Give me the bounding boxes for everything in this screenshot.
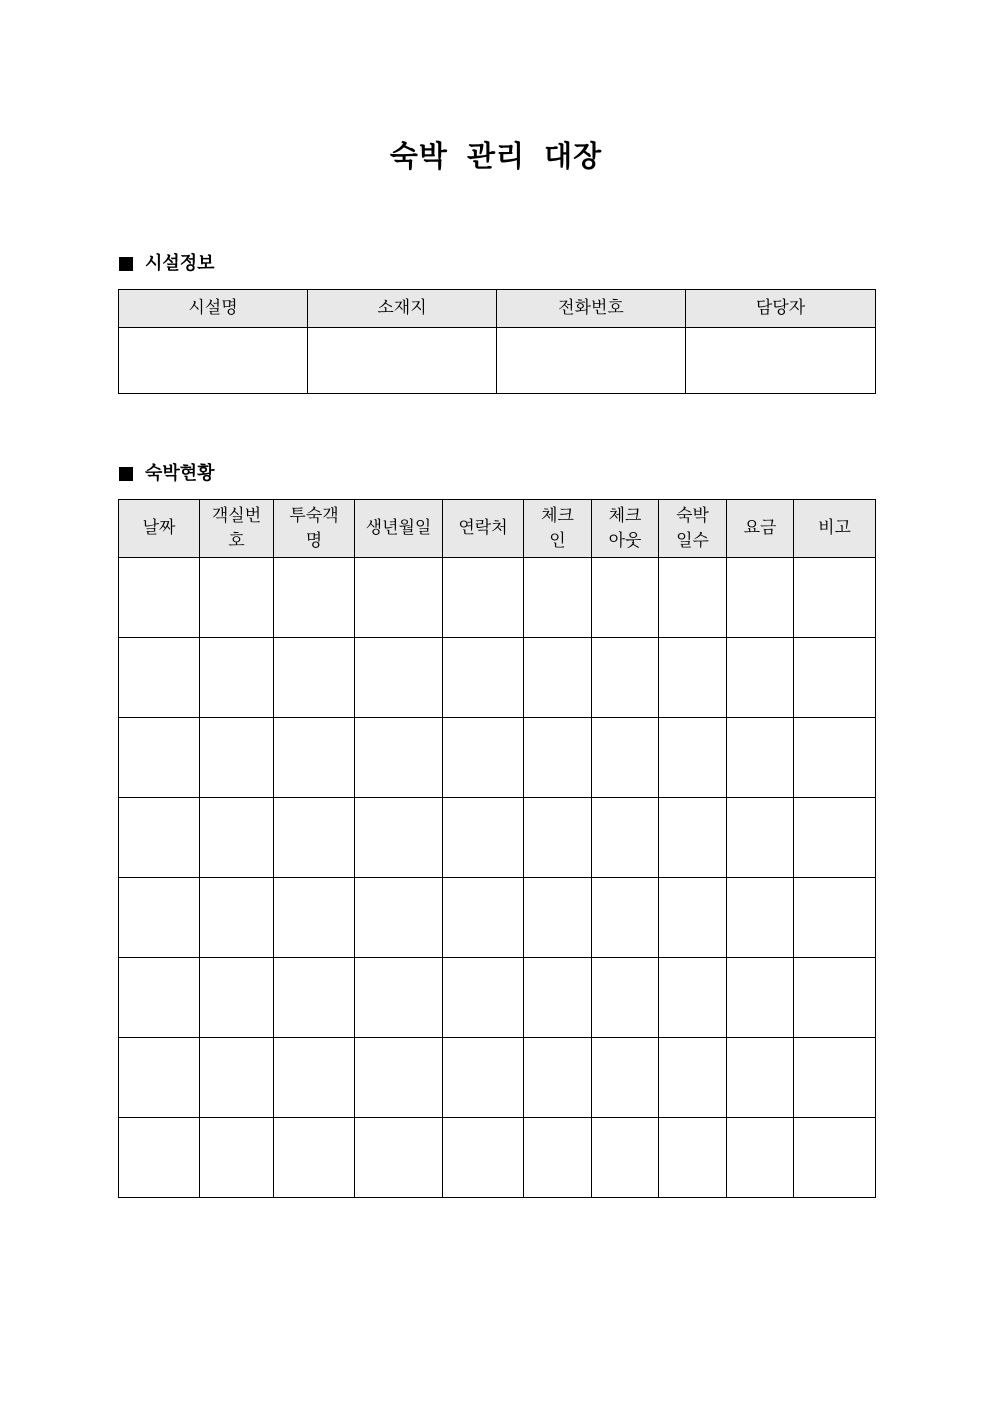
page-title: 숙박 관리 대장 bbox=[389, 139, 603, 173]
facility-header-phone: 전화번호 bbox=[497, 290, 686, 328]
facility-header-name: 시설명 bbox=[119, 290, 308, 328]
stay-cell-remarks[interactable] bbox=[794, 958, 876, 1038]
stay-cell-date[interactable] bbox=[119, 718, 200, 798]
stay-cell-date[interactable] bbox=[119, 558, 200, 638]
stay-header-fee-line: 요금 bbox=[743, 518, 777, 538]
stay-cell-birth-date[interactable] bbox=[355, 1038, 443, 1118]
stay-cell-date[interactable] bbox=[119, 638, 200, 718]
table-row bbox=[119, 798, 876, 878]
stay-cell-birth-date[interactable] bbox=[355, 638, 443, 718]
stay-cell-remarks[interactable] bbox=[794, 878, 876, 958]
table-row bbox=[119, 878, 876, 958]
stay-cell-check-out[interactable] bbox=[592, 878, 659, 958]
stay-cell-check-out[interactable] bbox=[592, 1118, 659, 1198]
stay-cell-date[interactable] bbox=[119, 1038, 200, 1118]
stay-header-birth-date-line: 생년월일 bbox=[365, 518, 432, 538]
square-bullet-icon bbox=[119, 467, 133, 481]
facility-data-row bbox=[119, 328, 876, 394]
table-row bbox=[119, 558, 876, 638]
facility-section-heading bbox=[119, 252, 215, 276]
stay-cell-birth-date[interactable] bbox=[355, 958, 443, 1038]
stay-cell-date[interactable] bbox=[119, 958, 200, 1038]
facility-phone-cell[interactable] bbox=[497, 328, 686, 394]
stay-cell-check-out[interactable] bbox=[592, 1038, 659, 1118]
stay-cell-date[interactable] bbox=[119, 878, 200, 958]
stay-cell-stay-nights[interactable] bbox=[659, 718, 727, 798]
stay-section-title: 숙박현황 bbox=[145, 463, 215, 484]
square-bullet-icon bbox=[119, 257, 133, 271]
stay-cell-room-number[interactable] bbox=[200, 558, 274, 638]
stay-cell-stay-nights[interactable] bbox=[659, 1038, 727, 1118]
stay-cell-contact[interactable] bbox=[443, 878, 524, 958]
stay-header-stay-nights bbox=[659, 500, 727, 558]
facility-header-row bbox=[119, 290, 876, 328]
stay-cell-room-number[interactable] bbox=[200, 958, 274, 1038]
stay-header-row bbox=[119, 500, 876, 558]
stay-cell-stay-nights[interactable] bbox=[659, 1118, 727, 1198]
table-row bbox=[119, 638, 876, 718]
stay-header-guest-name-line: 명 bbox=[305, 530, 323, 551]
stay-cell-remarks[interactable] bbox=[794, 798, 876, 878]
stay-status-table bbox=[118, 499, 876, 1198]
stay-header-stay-nights-line: 일수 bbox=[676, 530, 709, 551]
stay-header-stay-nights-line: 숙박 bbox=[676, 505, 709, 526]
stay-cell-check-out[interactable] bbox=[592, 638, 659, 718]
stay-cell-room-number[interactable] bbox=[200, 878, 274, 958]
stay-cell-birth-date[interactable] bbox=[355, 878, 443, 958]
facility-header-manager: 담당자 bbox=[686, 290, 876, 328]
stay-cell-check-in[interactable] bbox=[524, 878, 592, 958]
stay-cell-birth-date[interactable] bbox=[355, 558, 443, 638]
stay-header-contact-line: 연락처 bbox=[458, 518, 508, 538]
stay-header-guest-name-line: 투숙객 bbox=[289, 505, 339, 526]
stay-header-date-line: 날짜 bbox=[142, 518, 176, 538]
stay-cell-remarks[interactable] bbox=[794, 1038, 876, 1118]
stay-cell-date[interactable] bbox=[119, 798, 200, 878]
stay-cell-birth-date[interactable] bbox=[355, 1118, 443, 1198]
stay-cell-guest-name[interactable] bbox=[274, 1118, 355, 1198]
stay-header-room-number bbox=[200, 500, 274, 558]
stay-cell-check-out[interactable] bbox=[592, 558, 659, 638]
facility-manager-cell[interactable] bbox=[686, 328, 876, 394]
stay-cell-guest-name[interactable] bbox=[274, 558, 355, 638]
stay-header-check-in-line: 인 bbox=[549, 530, 566, 551]
stay-cell-contact[interactable] bbox=[443, 558, 524, 638]
stay-cell-fee[interactable] bbox=[727, 798, 794, 878]
stay-cell-stay-nights[interactable] bbox=[659, 638, 727, 718]
stay-header-birth-date bbox=[355, 500, 443, 558]
stay-cell-room-number[interactable] bbox=[200, 1118, 274, 1198]
stay-cell-contact[interactable] bbox=[443, 1118, 524, 1198]
stay-cell-check-out[interactable] bbox=[592, 718, 659, 798]
stay-cell-contact[interactable] bbox=[443, 1038, 524, 1118]
stay-header-check-out bbox=[592, 500, 659, 558]
stay-cell-contact[interactable] bbox=[443, 958, 524, 1038]
stay-cell-room-number[interactable] bbox=[200, 718, 274, 798]
stay-cell-room-number[interactable] bbox=[200, 638, 274, 718]
facility-header-location: 소재지 bbox=[308, 290, 497, 328]
stay-cell-guest-name[interactable] bbox=[274, 638, 355, 718]
stay-cell-check-out[interactable] bbox=[592, 958, 659, 1038]
stay-cell-fee[interactable] bbox=[727, 558, 794, 638]
stay-cell-contact[interactable] bbox=[443, 638, 524, 718]
stay-header-fee bbox=[727, 500, 794, 558]
stay-header-check-in-line: 체크 bbox=[541, 505, 574, 526]
facility-location-cell[interactable] bbox=[308, 328, 497, 394]
stay-cell-date[interactable] bbox=[119, 1118, 200, 1198]
stay-cell-stay-nights[interactable] bbox=[659, 798, 727, 878]
stay-cell-contact[interactable] bbox=[443, 718, 524, 798]
stay-header-remarks-line: 비고 bbox=[818, 518, 851, 538]
stay-cell-check-out[interactable] bbox=[592, 798, 659, 878]
stay-cell-check-in[interactable] bbox=[524, 558, 592, 638]
stay-cell-guest-name[interactable] bbox=[274, 718, 355, 798]
stay-cell-room-number[interactable] bbox=[200, 1038, 274, 1118]
stay-header-check-out-line: 아웃 bbox=[608, 530, 642, 551]
stay-cell-remarks[interactable] bbox=[794, 718, 876, 798]
stay-header-guest-name bbox=[274, 500, 355, 558]
stay-cell-stay-nights[interactable] bbox=[659, 878, 727, 958]
stay-cell-fee[interactable] bbox=[727, 958, 794, 1038]
stay-cell-check-in[interactable] bbox=[524, 718, 592, 798]
stay-header-remarks bbox=[794, 500, 876, 558]
stay-header-check-out-line: 체크 bbox=[608, 505, 642, 526]
stay-cell-guest-name[interactable] bbox=[274, 958, 355, 1038]
stay-header-contact bbox=[443, 500, 524, 558]
stay-cell-remarks[interactable] bbox=[794, 638, 876, 718]
stay-cell-remarks[interactable] bbox=[794, 1118, 876, 1198]
stay-cell-check-in[interactable] bbox=[524, 958, 592, 1038]
stay-cell-stay-nights[interactable] bbox=[659, 558, 727, 638]
stay-cell-remarks[interactable] bbox=[794, 558, 876, 638]
stay-cell-fee[interactable] bbox=[727, 878, 794, 958]
stay-cell-check-in[interactable] bbox=[524, 1038, 592, 1118]
stay-header-room-number-line: 객실번 bbox=[211, 505, 262, 526]
stay-header-room-number-line: 호 bbox=[228, 530, 245, 551]
stay-cell-guest-name[interactable] bbox=[274, 878, 355, 958]
stay-cell-fee[interactable] bbox=[727, 638, 794, 718]
stay-cell-birth-date[interactable] bbox=[355, 718, 443, 798]
stay-header-check-in bbox=[524, 500, 592, 558]
stay-cell-fee[interactable] bbox=[727, 1038, 794, 1118]
stay-cell-stay-nights[interactable] bbox=[659, 958, 727, 1038]
stay-cell-guest-name[interactable] bbox=[274, 798, 355, 878]
stay-header-date bbox=[119, 500, 200, 558]
stay-cell-check-in[interactable] bbox=[524, 638, 592, 718]
stay-cell-fee[interactable] bbox=[727, 1118, 794, 1198]
stay-cell-room-number[interactable] bbox=[200, 798, 274, 878]
stay-section-heading bbox=[119, 462, 215, 486]
table-row bbox=[119, 718, 876, 798]
stay-cell-check-in[interactable] bbox=[524, 1118, 592, 1198]
facility-name-cell[interactable] bbox=[119, 328, 308, 394]
stay-cell-birth-date[interactable] bbox=[355, 798, 443, 878]
stay-cell-fee[interactable] bbox=[727, 718, 794, 798]
facility-section-title: 시설정보 bbox=[145, 253, 215, 274]
table-row bbox=[119, 958, 876, 1038]
table-row bbox=[119, 1038, 876, 1118]
stay-cell-check-in[interactable] bbox=[524, 798, 592, 878]
stay-cell-contact[interactable] bbox=[443, 798, 524, 878]
table-row bbox=[119, 1118, 876, 1198]
facility-info-table bbox=[118, 289, 876, 394]
stay-cell-guest-name[interactable] bbox=[274, 1038, 355, 1118]
